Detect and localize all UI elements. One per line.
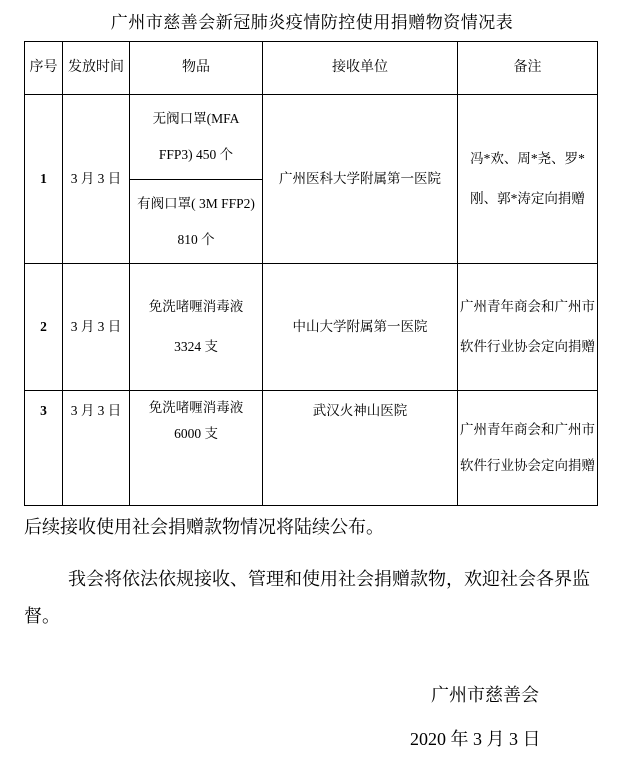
table-row xyxy=(25,264,598,391)
row-note: 冯*欢、周*尧、罗*刚、郭*涛定向捐赠 xyxy=(458,95,598,264)
header-items: 物品 xyxy=(130,42,263,95)
row-recipient: 武汉火神山医院 xyxy=(263,391,458,506)
header-recipient: 接收单位 xyxy=(263,42,458,95)
row-recipient: 广州医科大学附属第一医院 xyxy=(263,95,458,264)
paragraph-followup: 后续接收使用社会捐赠款物情况将陆续公布。 xyxy=(24,517,384,537)
donation-table xyxy=(24,41,598,506)
table-row xyxy=(25,95,598,180)
paragraph-welcome: 我会将依法依规接收、管理和使用社会捐赠款物，欢迎社会各界监督。 xyxy=(24,569,590,626)
row-no: 2 xyxy=(25,264,63,391)
row-item: 有阀口罩( 3M FFP2) 810 个 xyxy=(130,180,263,264)
row-item: 无阀口罩(MFA FFP3) 450 个 xyxy=(130,95,263,180)
row-date: 3 月 3 日 xyxy=(63,95,130,264)
row-date: 3 月 3 日 xyxy=(63,391,130,506)
row-item: 免洗啫喱消毒液 6000 支 xyxy=(130,391,263,506)
header-no: 序号 xyxy=(25,42,63,95)
header-note: 备注 xyxy=(458,42,598,95)
signature-org: 广州市慈善会 xyxy=(431,685,539,705)
row-no: 1 xyxy=(25,95,63,264)
header-date: 发放时间 xyxy=(63,42,130,95)
row-note: 广州青年商会和广州市软件行业协会定向捐赠 xyxy=(458,391,598,506)
row-no: 3 xyxy=(25,391,63,506)
row-note: 广州青年商会和广州市软件行业协会定向捐赠 xyxy=(458,264,598,391)
row-date: 3 月 3 日 xyxy=(63,264,130,391)
table-row xyxy=(25,391,598,506)
signature-date: 2020 年 3 月 3 日 xyxy=(410,729,541,749)
row-recipient: 中山大学附属第一医院 xyxy=(263,264,458,391)
row-item: 免洗啫喱消毒液 3324 支 xyxy=(130,264,263,391)
document-title: 广州市慈善会新冠肺炎疫情防控使用捐赠物资情况表 xyxy=(110,13,514,32)
table-header-row xyxy=(25,42,598,95)
